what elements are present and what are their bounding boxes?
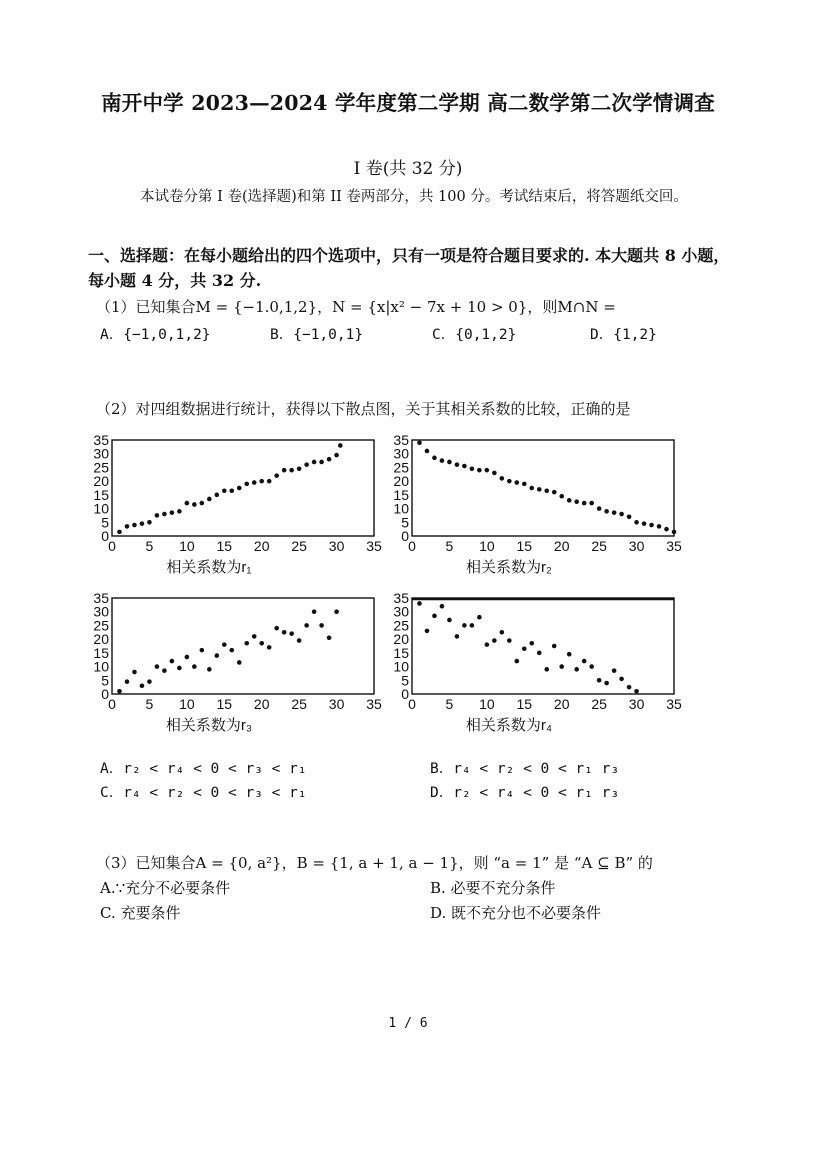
- x-tick-label: 20: [553, 696, 570, 712]
- y-tick-label: 10: [393, 500, 409, 517]
- data-point: [289, 468, 294, 473]
- data-point: [619, 677, 624, 682]
- data-point: [559, 664, 564, 669]
- data-point: [664, 527, 669, 532]
- y-tick-label: 15: [93, 486, 109, 503]
- data-point: [455, 634, 460, 639]
- data-point: [627, 515, 632, 520]
- x-axis-caption: 相关系数为r₄: [465, 717, 553, 734]
- y-tick-label: 25: [93, 459, 109, 476]
- x-tick-label: 30: [628, 696, 645, 712]
- data-point: [185, 655, 190, 660]
- y-tick-label: 10: [93, 500, 109, 517]
- question-1-option-c[interactable]: C．{0,1,2}: [432, 327, 517, 343]
- question-2-stem: （2）对四组数据进行统计，获得以下散点图，关于其相关系数的比较，正确的是: [96, 400, 631, 418]
- data-point: [522, 646, 527, 651]
- data-point: [244, 482, 249, 487]
- x-axis-caption: 相关系数为r₁: [166, 559, 252, 576]
- x-tick-label: 5: [445, 696, 454, 712]
- x-tick-label: 35: [366, 538, 382, 554]
- y-tick-label: 20: [393, 631, 409, 648]
- data-point: [582, 501, 587, 506]
- x-axis-caption: 相关系数为r₂: [466, 559, 552, 576]
- x-tick-label: 5: [145, 696, 154, 712]
- data-point: [140, 521, 145, 526]
- x-tick-label: 25: [591, 538, 607, 554]
- y-tick-label: 35: [393, 590, 409, 606]
- x-tick-label: 30: [628, 538, 645, 554]
- plot-frame: [412, 598, 674, 694]
- x-tick-label: 0: [108, 696, 116, 712]
- x-tick-label: 5: [445, 538, 454, 554]
- data-point: [492, 471, 497, 476]
- data-point: [612, 510, 617, 515]
- section-heading: I 卷(共 32 分): [353, 159, 463, 179]
- data-point: [552, 490, 557, 495]
- question-1-option-d[interactable]: D．{1,2}: [590, 327, 657, 343]
- data-point: [274, 473, 279, 478]
- y-tick-label: 35: [393, 432, 409, 448]
- data-point: [125, 679, 130, 684]
- y-tick-label: 20: [393, 473, 409, 490]
- data-point: [185, 501, 190, 506]
- exam-title: 南开中学 2023—2024 学年度第二学期 高二数学第二次学情调查: [101, 91, 715, 115]
- x-tick-label: 25: [291, 538, 307, 554]
- y-tick-label: 25: [393, 459, 409, 476]
- data-point: [319, 623, 324, 628]
- data-point: [155, 664, 160, 669]
- y-tick-label: 0: [401, 528, 409, 544]
- x-tick-label: 10: [479, 538, 495, 554]
- data-point: [312, 460, 317, 465]
- data-point: [500, 476, 505, 481]
- question-3-option-c[interactable]: C. 充要条件: [100, 904, 181, 922]
- data-point: [162, 512, 167, 517]
- y-tick-label: 20: [93, 473, 109, 490]
- data-point: [334, 453, 339, 458]
- x-axis-caption: 相关系数为r₃: [165, 717, 252, 734]
- data-point: [117, 530, 122, 535]
- data-point: [259, 479, 264, 484]
- x-tick-label: 0: [408, 538, 416, 554]
- scatter-plot-r4: [384, 590, 684, 740]
- data-point: [492, 638, 497, 643]
- data-point: [162, 668, 167, 673]
- y-tick-label: 0: [101, 686, 109, 702]
- data-point: [237, 486, 242, 491]
- y-tick-label: 0: [401, 686, 409, 702]
- data-point: [192, 502, 197, 507]
- data-point: [304, 623, 309, 628]
- data-point: [170, 510, 175, 515]
- data-point: [155, 513, 160, 518]
- data-point: [574, 667, 579, 672]
- data-point: [582, 659, 587, 664]
- data-point: [319, 460, 324, 465]
- y-tick-label: 5: [101, 672, 109, 689]
- data-point: [267, 479, 272, 484]
- y-tick-label: 35: [93, 432, 109, 448]
- data-point: [140, 683, 145, 688]
- data-point: [297, 467, 302, 472]
- data-point: [515, 659, 520, 664]
- data-point: [529, 641, 534, 646]
- data-point: [132, 523, 137, 528]
- data-point: [604, 681, 609, 686]
- data-point: [604, 509, 609, 514]
- data-point: [207, 667, 212, 672]
- data-point: [282, 468, 287, 473]
- data-point: [455, 462, 460, 467]
- y-tick-label: 30: [393, 603, 409, 620]
- data-point: [177, 509, 182, 514]
- y-tick-label: 20: [93, 631, 109, 648]
- x-tick-label: 20: [253, 696, 270, 712]
- data-point: [567, 652, 572, 657]
- data-point: [297, 638, 302, 643]
- data-point: [432, 614, 437, 619]
- y-tick-label: 5: [101, 514, 109, 531]
- y-tick-label: 25: [393, 617, 409, 634]
- data-point: [338, 443, 343, 448]
- data-point: [312, 609, 317, 614]
- question-2-option-d[interactable]: D．r₂ < r₄ < 0 < r₁ r₃: [430, 785, 620, 801]
- data-point: [177, 666, 182, 671]
- data-point: [170, 659, 175, 664]
- data-point: [229, 488, 234, 493]
- y-tick-label: 25: [93, 617, 109, 634]
- x-tick-label: 20: [253, 538, 270, 554]
- y-tick-label: 30: [93, 603, 109, 620]
- x-tick-label: 35: [666, 696, 682, 712]
- y-tick-label: 35: [93, 590, 109, 606]
- x-tick-label: 35: [666, 538, 682, 554]
- data-point: [252, 634, 257, 639]
- data-point: [417, 440, 422, 445]
- data-point: [447, 460, 452, 465]
- question-3-option-a[interactable]: A.∵充分不必要条件: [100, 879, 231, 897]
- data-point: [440, 458, 445, 463]
- y-tick-label: 30: [393, 445, 409, 462]
- data-point: [252, 480, 257, 485]
- question-1-option-b[interactable]: B．{−1,0,1}: [270, 327, 364, 343]
- y-tick-label: 15: [93, 644, 109, 661]
- question-1-option-a[interactable]: A．{−1,0,1,2}: [100, 327, 211, 343]
- data-point: [132, 670, 137, 675]
- data-point: [597, 678, 602, 683]
- x-tick-label: 20: [553, 538, 570, 554]
- data-point: [327, 457, 332, 462]
- question-3-option-b[interactable]: B. 必要不充分条件: [430, 879, 556, 897]
- data-point: [425, 449, 430, 454]
- data-point: [147, 679, 152, 684]
- data-point: [634, 689, 639, 694]
- x-tick-label: 5: [145, 538, 154, 554]
- data-point: [529, 486, 534, 491]
- data-point: [282, 630, 287, 635]
- scatter-plot-r1: [84, 432, 384, 582]
- y-tick-label: 5: [401, 672, 409, 689]
- data-point: [589, 664, 594, 669]
- exam-intro: 本试卷分第 I 卷(选择题)和第 II 卷两部分，共 100 分。考试结束后，将答题纸交回。: [140, 189, 688, 205]
- data-point: [222, 488, 227, 493]
- data-point: [267, 645, 272, 650]
- x-tick-label: 25: [591, 696, 607, 712]
- data-point: [612, 668, 617, 673]
- data-point: [125, 524, 130, 529]
- data-point: [200, 648, 205, 653]
- data-point: [192, 664, 197, 669]
- data-point: [672, 530, 677, 535]
- data-point: [215, 653, 220, 658]
- x-tick-label: 30: [328, 696, 345, 712]
- data-point: [470, 467, 475, 472]
- y-tick-label: 30: [93, 445, 109, 462]
- data-point: [289, 631, 294, 636]
- x-tick-label: 30: [328, 538, 345, 554]
- x-tick-label: 10: [479, 696, 495, 712]
- question-1-stem: （1）已知集合M = {−1.0,1,2}，N = {x|x² − 7x + 10 > 0}，则M∩N =: [96, 298, 616, 316]
- data-point: [327, 635, 332, 640]
- data-point: [649, 523, 654, 528]
- data-point: [657, 524, 662, 529]
- question-3-option-d[interactable]: D. 既不充分也不必要条件: [430, 904, 602, 922]
- x-tick-label: 25: [291, 696, 307, 712]
- page-number: 1 / 6: [388, 1016, 428, 1031]
- x-tick-label: 0: [408, 696, 416, 712]
- question-2-option-a[interactable]: A．r₂ < r₄ < 0 < r₃ < r₁: [100, 761, 307, 777]
- data-point: [147, 520, 152, 525]
- x-tick-label: 15: [516, 538, 533, 554]
- x-tick-label: 35: [366, 696, 382, 712]
- data-point: [477, 615, 482, 620]
- data-point: [207, 497, 212, 502]
- data-point: [552, 644, 557, 649]
- x-tick-label: 15: [216, 696, 233, 712]
- question-3-stem: （3）已知集合A = {0, a²}，B = {1, a + 1, a − 1}，则 “a = 1” 是 “A ⊆ B” 的: [96, 854, 653, 872]
- y-tick-label: 10: [393, 658, 409, 675]
- data-point: [544, 667, 549, 672]
- data-point: [477, 468, 482, 473]
- data-point: [432, 456, 437, 461]
- part-instructions-line1: 一、选择题：在每小题给出的四个选项中，只有一项是符合题目要求的. 本大题共 8 小题，: [88, 246, 730, 265]
- data-point: [544, 488, 549, 493]
- data-point: [537, 487, 542, 492]
- y-tick-label: 0: [101, 528, 109, 544]
- data-point: [574, 499, 579, 504]
- data-point: [200, 501, 205, 506]
- data-point: [259, 641, 264, 646]
- data-point: [522, 482, 527, 487]
- data-point: [559, 494, 564, 499]
- data-point: [485, 642, 490, 647]
- x-tick-label: 10: [179, 696, 195, 712]
- data-point: [627, 685, 632, 690]
- y-tick-label: 15: [393, 644, 409, 661]
- scatter-plot-r2: [384, 432, 684, 582]
- x-tick-label: 0: [108, 538, 116, 554]
- data-point: [642, 521, 647, 526]
- data-point: [537, 651, 542, 656]
- scatter-plot-r3: [84, 590, 384, 740]
- data-point: [274, 626, 279, 631]
- data-point: [237, 660, 242, 665]
- data-point: [244, 641, 249, 646]
- x-tick-label: 15: [516, 696, 533, 712]
- data-point: [417, 601, 422, 606]
- data-point: [215, 493, 220, 498]
- question-2-option-c[interactable]: C．r₄ < r₂ < 0 < r₃ < r₁: [100, 785, 307, 801]
- data-point: [500, 630, 505, 635]
- data-point: [117, 689, 122, 694]
- y-tick-label: 15: [393, 486, 409, 503]
- data-point: [462, 623, 467, 628]
- data-point: [507, 638, 512, 643]
- data-point: [334, 609, 339, 614]
- data-point: [462, 464, 467, 469]
- data-point: [447, 618, 452, 623]
- data-point: [619, 512, 624, 517]
- data-point: [567, 498, 572, 503]
- data-point: [440, 604, 445, 609]
- data-point: [485, 468, 490, 473]
- data-point: [304, 462, 309, 467]
- data-point: [222, 642, 227, 647]
- data-point: [229, 648, 234, 653]
- data-point: [425, 629, 430, 634]
- data-point: [597, 506, 602, 511]
- data-point: [507, 479, 512, 484]
- y-tick-label: 10: [93, 658, 109, 675]
- y-tick-label: 5: [401, 514, 409, 531]
- x-tick-label: 15: [216, 538, 233, 554]
- data-point: [515, 480, 520, 485]
- part-instructions-line2: 每小题 4 分，共 32 分.: [88, 271, 262, 290]
- x-tick-label: 10: [179, 538, 195, 554]
- data-point: [589, 501, 594, 506]
- question-2-option-b[interactable]: B．r₄ < r₂ < 0 < r₁ r₃: [430, 761, 620, 777]
- data-point: [470, 623, 475, 628]
- data-point: [634, 520, 639, 525]
